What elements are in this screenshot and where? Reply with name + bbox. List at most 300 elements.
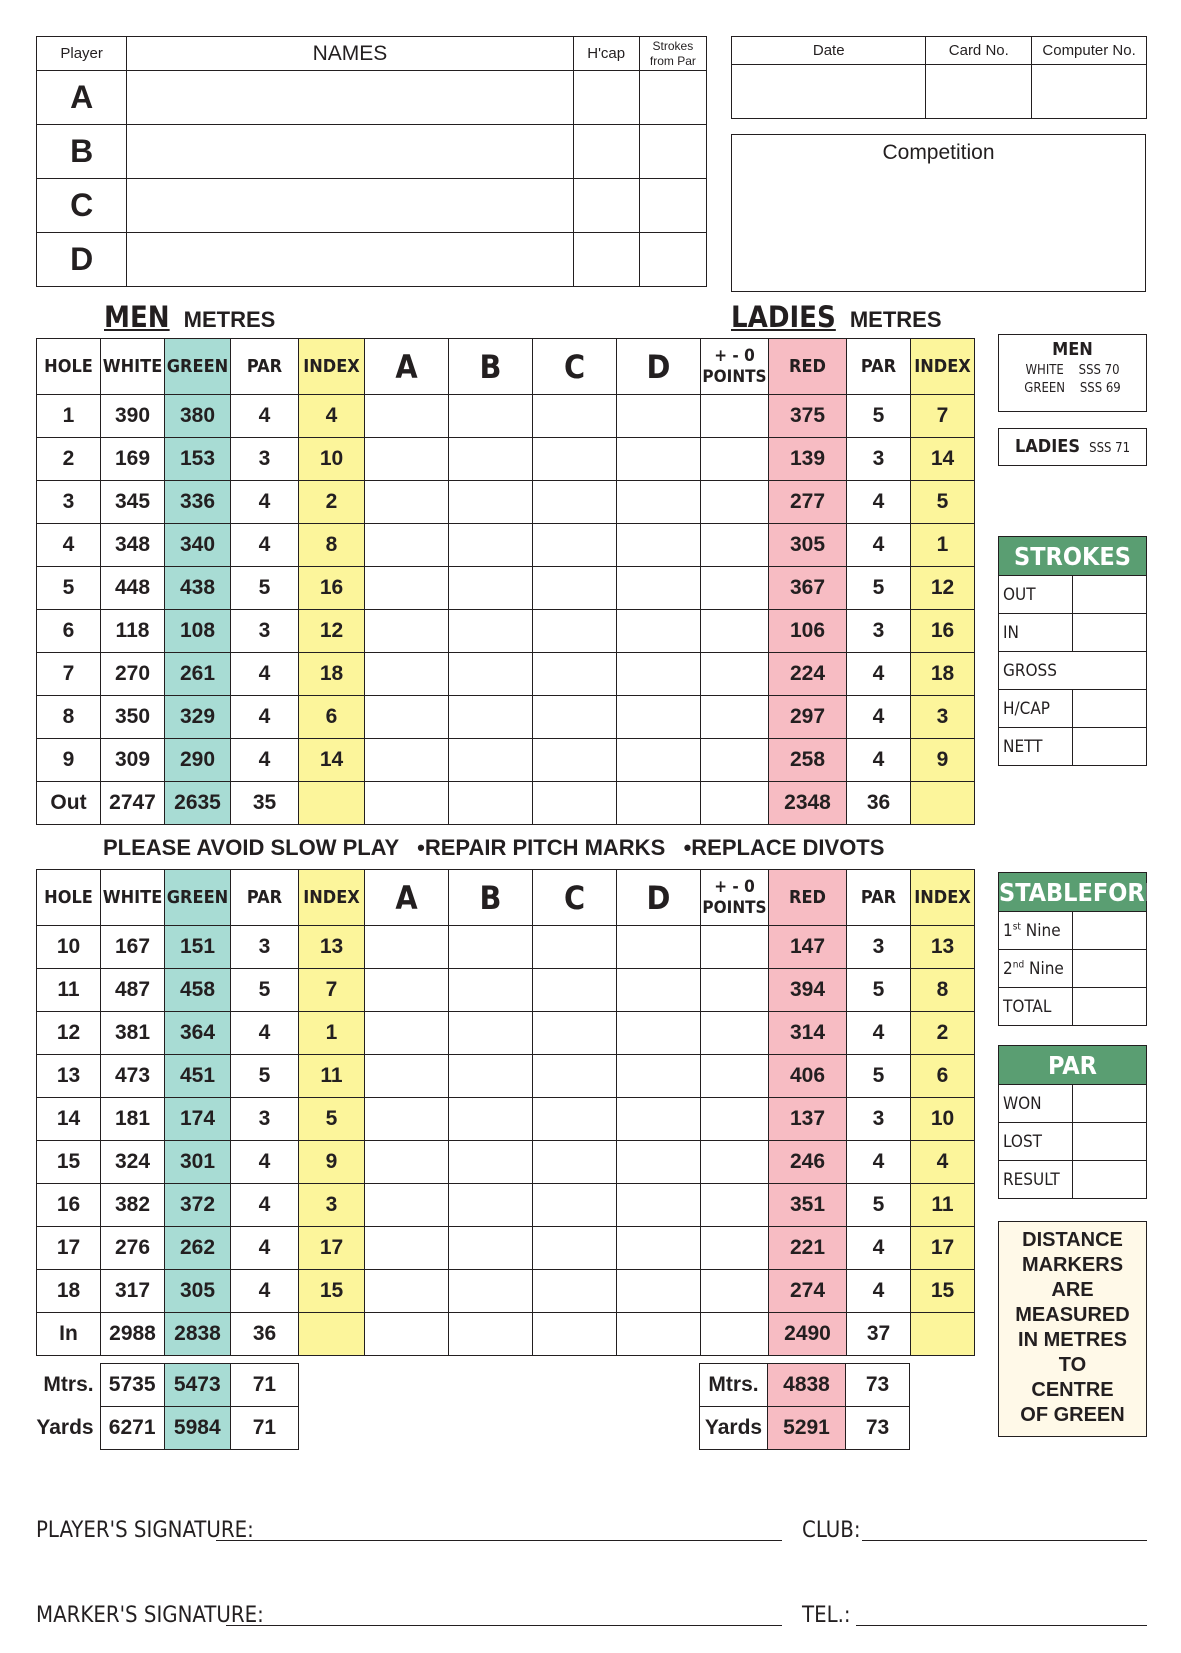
ladies-index-value: 17 xyxy=(911,1227,975,1270)
result-field[interactable] xyxy=(1073,1161,1147,1199)
red-distance: 137 xyxy=(769,1098,847,1141)
player-b-hcap-field[interactable] xyxy=(573,125,639,179)
score-a[interactable] xyxy=(365,1012,449,1055)
par-value: 3 xyxy=(231,926,299,969)
green-out-total: 2635 xyxy=(165,782,231,825)
score-c[interactable] xyxy=(533,653,617,696)
white-distance: 181 xyxy=(101,1098,165,1141)
red-distance: 139 xyxy=(769,438,847,481)
lost-field[interactable] xyxy=(1073,1123,1147,1161)
score-b[interactable] xyxy=(449,438,533,481)
player-d-name-field[interactable] xyxy=(127,233,573,287)
score-a[interactable] xyxy=(365,438,449,481)
ladies-index-header: INDEX xyxy=(911,339,975,395)
score-d[interactable] xyxy=(617,1012,701,1055)
out-label: OUT xyxy=(999,576,1073,614)
total-label: TOTAL xyxy=(999,988,1073,1026)
score-d[interactable] xyxy=(617,438,701,481)
score-a[interactable] xyxy=(365,739,449,782)
player-letter-b: B xyxy=(37,125,127,179)
red-yards-total: 5291 xyxy=(768,1407,846,1450)
score-c-out[interactable] xyxy=(533,782,617,825)
green-sss-value: SSS 69 xyxy=(1079,381,1121,396)
ladies-par-value: 3 xyxy=(847,1098,911,1141)
total-field[interactable] xyxy=(1073,988,1147,1026)
par-value: 5 xyxy=(231,1055,299,1098)
score-c-in[interactable] xyxy=(533,1313,617,1356)
score-b[interactable] xyxy=(449,481,533,524)
ladies-par-value: 5 xyxy=(847,969,911,1012)
hole-row xyxy=(37,969,975,1012)
strokes-title: STROKES xyxy=(999,537,1147,576)
points-cell[interactable] xyxy=(701,1012,769,1055)
red-distance: 305 xyxy=(769,524,847,567)
green-sss-label: GREEN xyxy=(1024,381,1065,396)
marker-signature-line[interactable] xyxy=(226,1625,782,1626)
players-table xyxy=(36,36,707,287)
hole-row xyxy=(37,653,975,696)
computer-no-field[interactable] xyxy=(1032,65,1147,119)
score-b[interactable] xyxy=(449,926,533,969)
white-sss-value: SSS 70 xyxy=(1078,363,1120,378)
strokes-from-par-header: Strokes from Par xyxy=(639,37,706,71)
score-b-in[interactable] xyxy=(449,1313,533,1356)
score-c[interactable] xyxy=(533,926,617,969)
score-b[interactable] xyxy=(449,1184,533,1227)
points-cell[interactable] xyxy=(701,696,769,739)
score-c[interactable] xyxy=(533,395,617,438)
points-cell[interactable] xyxy=(701,567,769,610)
score-b-out[interactable] xyxy=(449,782,533,825)
red-distance: 274 xyxy=(769,1270,847,1313)
green-distance: 153 xyxy=(165,438,231,481)
ladies-index-out-blank xyxy=(911,782,975,825)
note-line: DISTANCE xyxy=(1022,1229,1123,1251)
date-header: Date xyxy=(732,37,926,65)
points-cell[interactable] xyxy=(701,1055,769,1098)
score-a[interactable] xyxy=(365,1055,449,1098)
ladies-index-value: 15 xyxy=(911,1270,975,1313)
lost-label: LOST xyxy=(999,1123,1073,1161)
hole-number: 8 xyxy=(37,696,101,739)
points-cell[interactable] xyxy=(701,653,769,696)
club-label: CLUB: xyxy=(802,1518,861,1543)
score-d[interactable] xyxy=(617,969,701,1012)
ladies-par-header: PAR xyxy=(847,339,911,395)
slogan: PLEASE AVOID SLOW PLAY •REPAIR PITCH MARKS •REPLACE DIVOTS xyxy=(103,835,885,860)
ladies-index-in-blank xyxy=(911,1313,975,1356)
score-b[interactable] xyxy=(449,1055,533,1098)
hole-number: 10 xyxy=(37,926,101,969)
score-a[interactable] xyxy=(365,610,449,653)
white-header: WHITE xyxy=(101,870,165,926)
note-line: CENTRE xyxy=(1031,1379,1114,1401)
score-a[interactable] xyxy=(365,1270,449,1313)
ladies-metres-heading xyxy=(731,300,942,334)
player-d-hcap-field[interactable] xyxy=(573,233,639,287)
green-distance: 290 xyxy=(165,739,231,782)
white-distance: 309 xyxy=(101,739,165,782)
index-header: INDEX xyxy=(299,339,365,395)
points-cell[interactable] xyxy=(701,739,769,782)
player-c-hcap-field[interactable] xyxy=(573,179,639,233)
green-distance: 174 xyxy=(165,1098,231,1141)
score-a[interactable] xyxy=(365,1184,449,1227)
player-b-column-header: B xyxy=(449,870,533,926)
green-metres-total: 5473 xyxy=(164,1364,230,1407)
points-cell[interactable] xyxy=(701,1184,769,1227)
green-distance: 301 xyxy=(165,1141,231,1184)
points-cell[interactable] xyxy=(701,395,769,438)
score-c[interactable] xyxy=(533,567,617,610)
par-value: 4 xyxy=(231,1141,299,1184)
green-distance: 451 xyxy=(165,1055,231,1098)
ladies-par-in-total: 37 xyxy=(847,1313,911,1356)
hcap-header: H'cap xyxy=(573,37,639,71)
player-b-strokes-field[interactable] xyxy=(639,125,706,179)
score-a[interactable] xyxy=(365,926,449,969)
score-d[interactable] xyxy=(617,567,701,610)
ladies-par-metres-total: 73 xyxy=(846,1364,910,1407)
score-b[interactable] xyxy=(449,1270,533,1313)
hole-row xyxy=(37,1012,975,1055)
white-distance: 276 xyxy=(101,1227,165,1270)
par-out-total: 35 xyxy=(231,782,299,825)
green-distance: 438 xyxy=(165,567,231,610)
card-no-field[interactable] xyxy=(926,65,1032,119)
white-distance: 324 xyxy=(101,1141,165,1184)
score-c[interactable] xyxy=(533,438,617,481)
score-c[interactable] xyxy=(533,610,617,653)
ladies-index-value: 13 xyxy=(911,926,975,969)
out-strokes-field[interactable] xyxy=(1073,576,1147,614)
par-value: 4 xyxy=(231,1012,299,1055)
score-b[interactable] xyxy=(449,1141,533,1184)
won-field[interactable] xyxy=(1073,1085,1147,1123)
player-a-name-field[interactable] xyxy=(127,71,573,125)
score-b[interactable] xyxy=(449,696,533,739)
white-distance: 317 xyxy=(101,1270,165,1313)
ladies-metres-label: Mtrs. xyxy=(700,1364,768,1407)
score-c[interactable] xyxy=(533,1055,617,1098)
score-d[interactable] xyxy=(617,524,701,567)
score-a[interactable] xyxy=(365,524,449,567)
index-value: 12 xyxy=(299,610,365,653)
ladies-par-value: 3 xyxy=(847,438,911,481)
white-distance: 390 xyxy=(101,395,165,438)
score-a[interactable] xyxy=(365,1227,449,1270)
score-c[interactable] xyxy=(533,1141,617,1184)
score-a-out[interactable] xyxy=(365,782,449,825)
points-cell[interactable] xyxy=(701,1141,769,1184)
score-d[interactable] xyxy=(617,696,701,739)
score-a[interactable] xyxy=(365,696,449,739)
player-d-column-header: D xyxy=(617,870,701,926)
points-cell[interactable] xyxy=(701,524,769,567)
score-c[interactable] xyxy=(533,1227,617,1270)
score-b[interactable] xyxy=(449,567,533,610)
note-line: IN METRES xyxy=(1018,1329,1127,1351)
index-value: 3 xyxy=(299,1184,365,1227)
distance-markers-note xyxy=(998,1221,1147,1437)
white-distance: 270 xyxy=(101,653,165,696)
score-a[interactable] xyxy=(365,653,449,696)
ladies-index-value: 10 xyxy=(911,1098,975,1141)
score-a[interactable] xyxy=(365,969,449,1012)
points-cell[interactable] xyxy=(701,438,769,481)
back-nine-table xyxy=(36,869,975,1356)
index-value: 16 xyxy=(299,567,365,610)
second-nine-field[interactable] xyxy=(1073,950,1147,988)
score-c[interactable] xyxy=(533,481,617,524)
index-value: 18 xyxy=(299,653,365,696)
index-value: 9 xyxy=(299,1141,365,1184)
score-c[interactable] xyxy=(533,524,617,567)
player-b-name-field[interactable] xyxy=(127,125,573,179)
white-distance: 473 xyxy=(101,1055,165,1098)
score-d[interactable] xyxy=(617,1227,701,1270)
stableford-table xyxy=(998,872,1164,1026)
hole-number: 1 xyxy=(37,395,101,438)
men-metres-label: METRES xyxy=(183,307,276,332)
points-in[interactable] xyxy=(701,1313,769,1356)
ladies-sss-box xyxy=(998,428,1147,466)
competition-box[interactable] xyxy=(731,134,1146,292)
points-cell[interactable] xyxy=(701,1270,769,1313)
hole-row xyxy=(37,524,975,567)
index-value: 5 xyxy=(299,1098,365,1141)
index-value: 8 xyxy=(299,524,365,567)
score-a[interactable] xyxy=(365,1141,449,1184)
strokes-table xyxy=(998,536,1147,766)
red-distance: 394 xyxy=(769,969,847,1012)
player-a-strokes-field[interactable] xyxy=(639,71,706,125)
player-c-strokes-field[interactable] xyxy=(639,179,706,233)
player-signature-line[interactable] xyxy=(216,1540,782,1541)
score-a[interactable] xyxy=(365,481,449,524)
in-strokes-field[interactable] xyxy=(1073,614,1147,652)
score-d[interactable] xyxy=(617,739,701,782)
score-d-out[interactable] xyxy=(617,782,701,825)
white-distance: 382 xyxy=(101,1184,165,1227)
score-d-in[interactable] xyxy=(617,1313,701,1356)
men-heading: MEN xyxy=(104,300,170,334)
score-d[interactable] xyxy=(617,1270,701,1313)
red-distance: 258 xyxy=(769,739,847,782)
score-b[interactable] xyxy=(449,1098,533,1141)
score-d[interactable] xyxy=(617,926,701,969)
player-c-column-header: C xyxy=(533,339,617,395)
gross-label: GROSS xyxy=(1003,660,1057,681)
hole-number: 18 xyxy=(37,1270,101,1313)
score-b[interactable] xyxy=(449,739,533,782)
points-header: + - 0 POINTS xyxy=(701,339,769,395)
hole-number: 11 xyxy=(37,969,101,1012)
points-cell[interactable] xyxy=(701,969,769,1012)
stableford-title: STABLEFORD xyxy=(999,873,1147,912)
points-out[interactable] xyxy=(701,782,769,825)
score-d[interactable] xyxy=(617,1141,701,1184)
ladies-par-value: 4 xyxy=(847,696,911,739)
score-a[interactable] xyxy=(365,567,449,610)
par-value: 4 xyxy=(231,653,299,696)
hole-row xyxy=(37,610,975,653)
player-c-column-header: C xyxy=(533,870,617,926)
note-line: MEASURED xyxy=(1015,1304,1130,1326)
score-c[interactable] xyxy=(533,1184,617,1227)
red-distance: 224 xyxy=(769,653,847,696)
index-value: 13 xyxy=(299,926,365,969)
hole-number: 7 xyxy=(37,653,101,696)
index-value: 7 xyxy=(299,969,365,1012)
hole-number: 16 xyxy=(37,1184,101,1227)
green-distance: 108 xyxy=(165,610,231,653)
player-c-name-field[interactable] xyxy=(127,179,573,233)
par-value: 4 xyxy=(231,739,299,782)
ladies-sss-value: SSS 71 xyxy=(1089,441,1131,456)
ladies-index-value: 5 xyxy=(911,481,975,524)
ladies-index-value: 2 xyxy=(911,1012,975,1055)
par-value: 5 xyxy=(231,567,299,610)
tel-line[interactable] xyxy=(856,1625,1147,1626)
men-totals-table xyxy=(36,1363,299,1450)
ladies-par-out-total: 36 xyxy=(847,782,911,825)
ladies-par-value: 5 xyxy=(847,567,911,610)
ladies-par-value: 3 xyxy=(847,926,911,969)
score-d[interactable] xyxy=(617,610,701,653)
red-metres-total: 4838 xyxy=(768,1364,846,1407)
par-value: 4 xyxy=(231,1270,299,1313)
computer-no-header: Computer No. xyxy=(1032,37,1147,65)
nett-strokes-field[interactable] xyxy=(1073,728,1147,766)
par-value: 4 xyxy=(231,1184,299,1227)
yards-label: Yards xyxy=(36,1416,94,1439)
par-in-total: 36 xyxy=(231,1313,299,1356)
points-cell[interactable] xyxy=(701,1098,769,1141)
red-distance: 147 xyxy=(769,926,847,969)
green-yards-total: 5984 xyxy=(164,1407,230,1450)
ladies-par-value: 4 xyxy=(847,481,911,524)
hole-number: 9 xyxy=(37,739,101,782)
ladies-par-value: 5 xyxy=(847,1055,911,1098)
points-cell[interactable] xyxy=(701,926,769,969)
red-distance: 297 xyxy=(769,696,847,739)
green-distance: 305 xyxy=(165,1270,231,1313)
hcap-strokes-field[interactable] xyxy=(1073,690,1147,728)
score-c[interactable] xyxy=(533,1012,617,1055)
men-metres-heading xyxy=(104,300,275,334)
index-value: 10 xyxy=(299,438,365,481)
score-a[interactable] xyxy=(365,395,449,438)
ladies-par-header: PAR xyxy=(847,870,911,926)
white-distance: 167 xyxy=(101,926,165,969)
hole-row xyxy=(37,481,975,524)
score-b[interactable] xyxy=(449,395,533,438)
player-d-strokes-field[interactable] xyxy=(639,233,706,287)
white-distance: 381 xyxy=(101,1012,165,1055)
red-distance: 106 xyxy=(769,610,847,653)
red-distance: 406 xyxy=(769,1055,847,1098)
par-yards-total: 71 xyxy=(230,1407,298,1450)
ladies-par-yards-total: 73 xyxy=(846,1407,910,1450)
green-distance: 380 xyxy=(165,395,231,438)
score-a[interactable] xyxy=(365,1098,449,1141)
club-line[interactable] xyxy=(862,1540,1147,1541)
par-value: 3 xyxy=(231,610,299,653)
points-cell[interactable] xyxy=(701,481,769,524)
score-c[interactable] xyxy=(533,1270,617,1313)
first-nine-field[interactable] xyxy=(1073,912,1147,950)
score-c[interactable] xyxy=(533,696,617,739)
points-cell[interactable] xyxy=(701,610,769,653)
par-header: PAR xyxy=(231,870,299,926)
score-d[interactable] xyxy=(617,653,701,696)
par-value: 4 xyxy=(231,696,299,739)
score-c[interactable] xyxy=(533,969,617,1012)
score-d[interactable] xyxy=(617,481,701,524)
score-b[interactable] xyxy=(449,1227,533,1270)
par-value: 3 xyxy=(231,1098,299,1141)
red-in-total: 2490 xyxy=(769,1313,847,1356)
ladies-index-value: 14 xyxy=(911,438,975,481)
info-table xyxy=(731,36,1147,119)
ladies-index-value: 16 xyxy=(911,610,975,653)
player-letter-a: A xyxy=(37,71,127,125)
score-b[interactable] xyxy=(449,969,533,1012)
ladies-par-value: 5 xyxy=(847,1184,911,1227)
score-d[interactable] xyxy=(617,1184,701,1227)
hole-row xyxy=(37,926,975,969)
score-d[interactable] xyxy=(617,1098,701,1141)
score-b[interactable] xyxy=(449,1012,533,1055)
white-in-total: 2988 xyxy=(101,1313,165,1356)
score-a-in[interactable] xyxy=(365,1313,449,1356)
score-b[interactable] xyxy=(449,653,533,696)
ladies-par-value: 4 xyxy=(847,1227,911,1270)
gross-field[interactable] xyxy=(999,652,1147,690)
score-c[interactable] xyxy=(533,1098,617,1141)
par-value: 4 xyxy=(231,1227,299,1270)
red-header: RED xyxy=(769,870,847,926)
score-d[interactable] xyxy=(617,1055,701,1098)
score-b[interactable] xyxy=(449,610,533,653)
note-line: TO xyxy=(1058,1354,1087,1376)
red-distance: 351 xyxy=(769,1184,847,1227)
ladies-totals-table xyxy=(699,1363,910,1450)
green-distance: 329 xyxy=(165,696,231,739)
score-c[interactable] xyxy=(533,739,617,782)
second-nine-label: 2nd Nine xyxy=(999,950,1073,988)
par-title: PAR xyxy=(999,1046,1147,1085)
first-nine-label: 1st Nine xyxy=(999,912,1073,950)
red-distance: 375 xyxy=(769,395,847,438)
player-a-hcap-field[interactable] xyxy=(573,71,639,125)
date-field[interactable] xyxy=(732,65,926,119)
hole-number: 5 xyxy=(37,567,101,610)
ladies-index-value: 18 xyxy=(911,653,975,696)
in-label: IN xyxy=(999,614,1073,652)
red-distance: 246 xyxy=(769,1141,847,1184)
hole-number: 3 xyxy=(37,481,101,524)
score-d[interactable] xyxy=(617,395,701,438)
score-b[interactable] xyxy=(449,524,533,567)
ladies-metres-label: METRES xyxy=(849,307,942,332)
ladies-index-value: 9 xyxy=(911,739,975,782)
red-distance: 367 xyxy=(769,567,847,610)
points-cell[interactable] xyxy=(701,1227,769,1270)
hole-number: 6 xyxy=(37,610,101,653)
player-signature-label: PLAYER'S SIGNATURE: xyxy=(36,1518,254,1543)
